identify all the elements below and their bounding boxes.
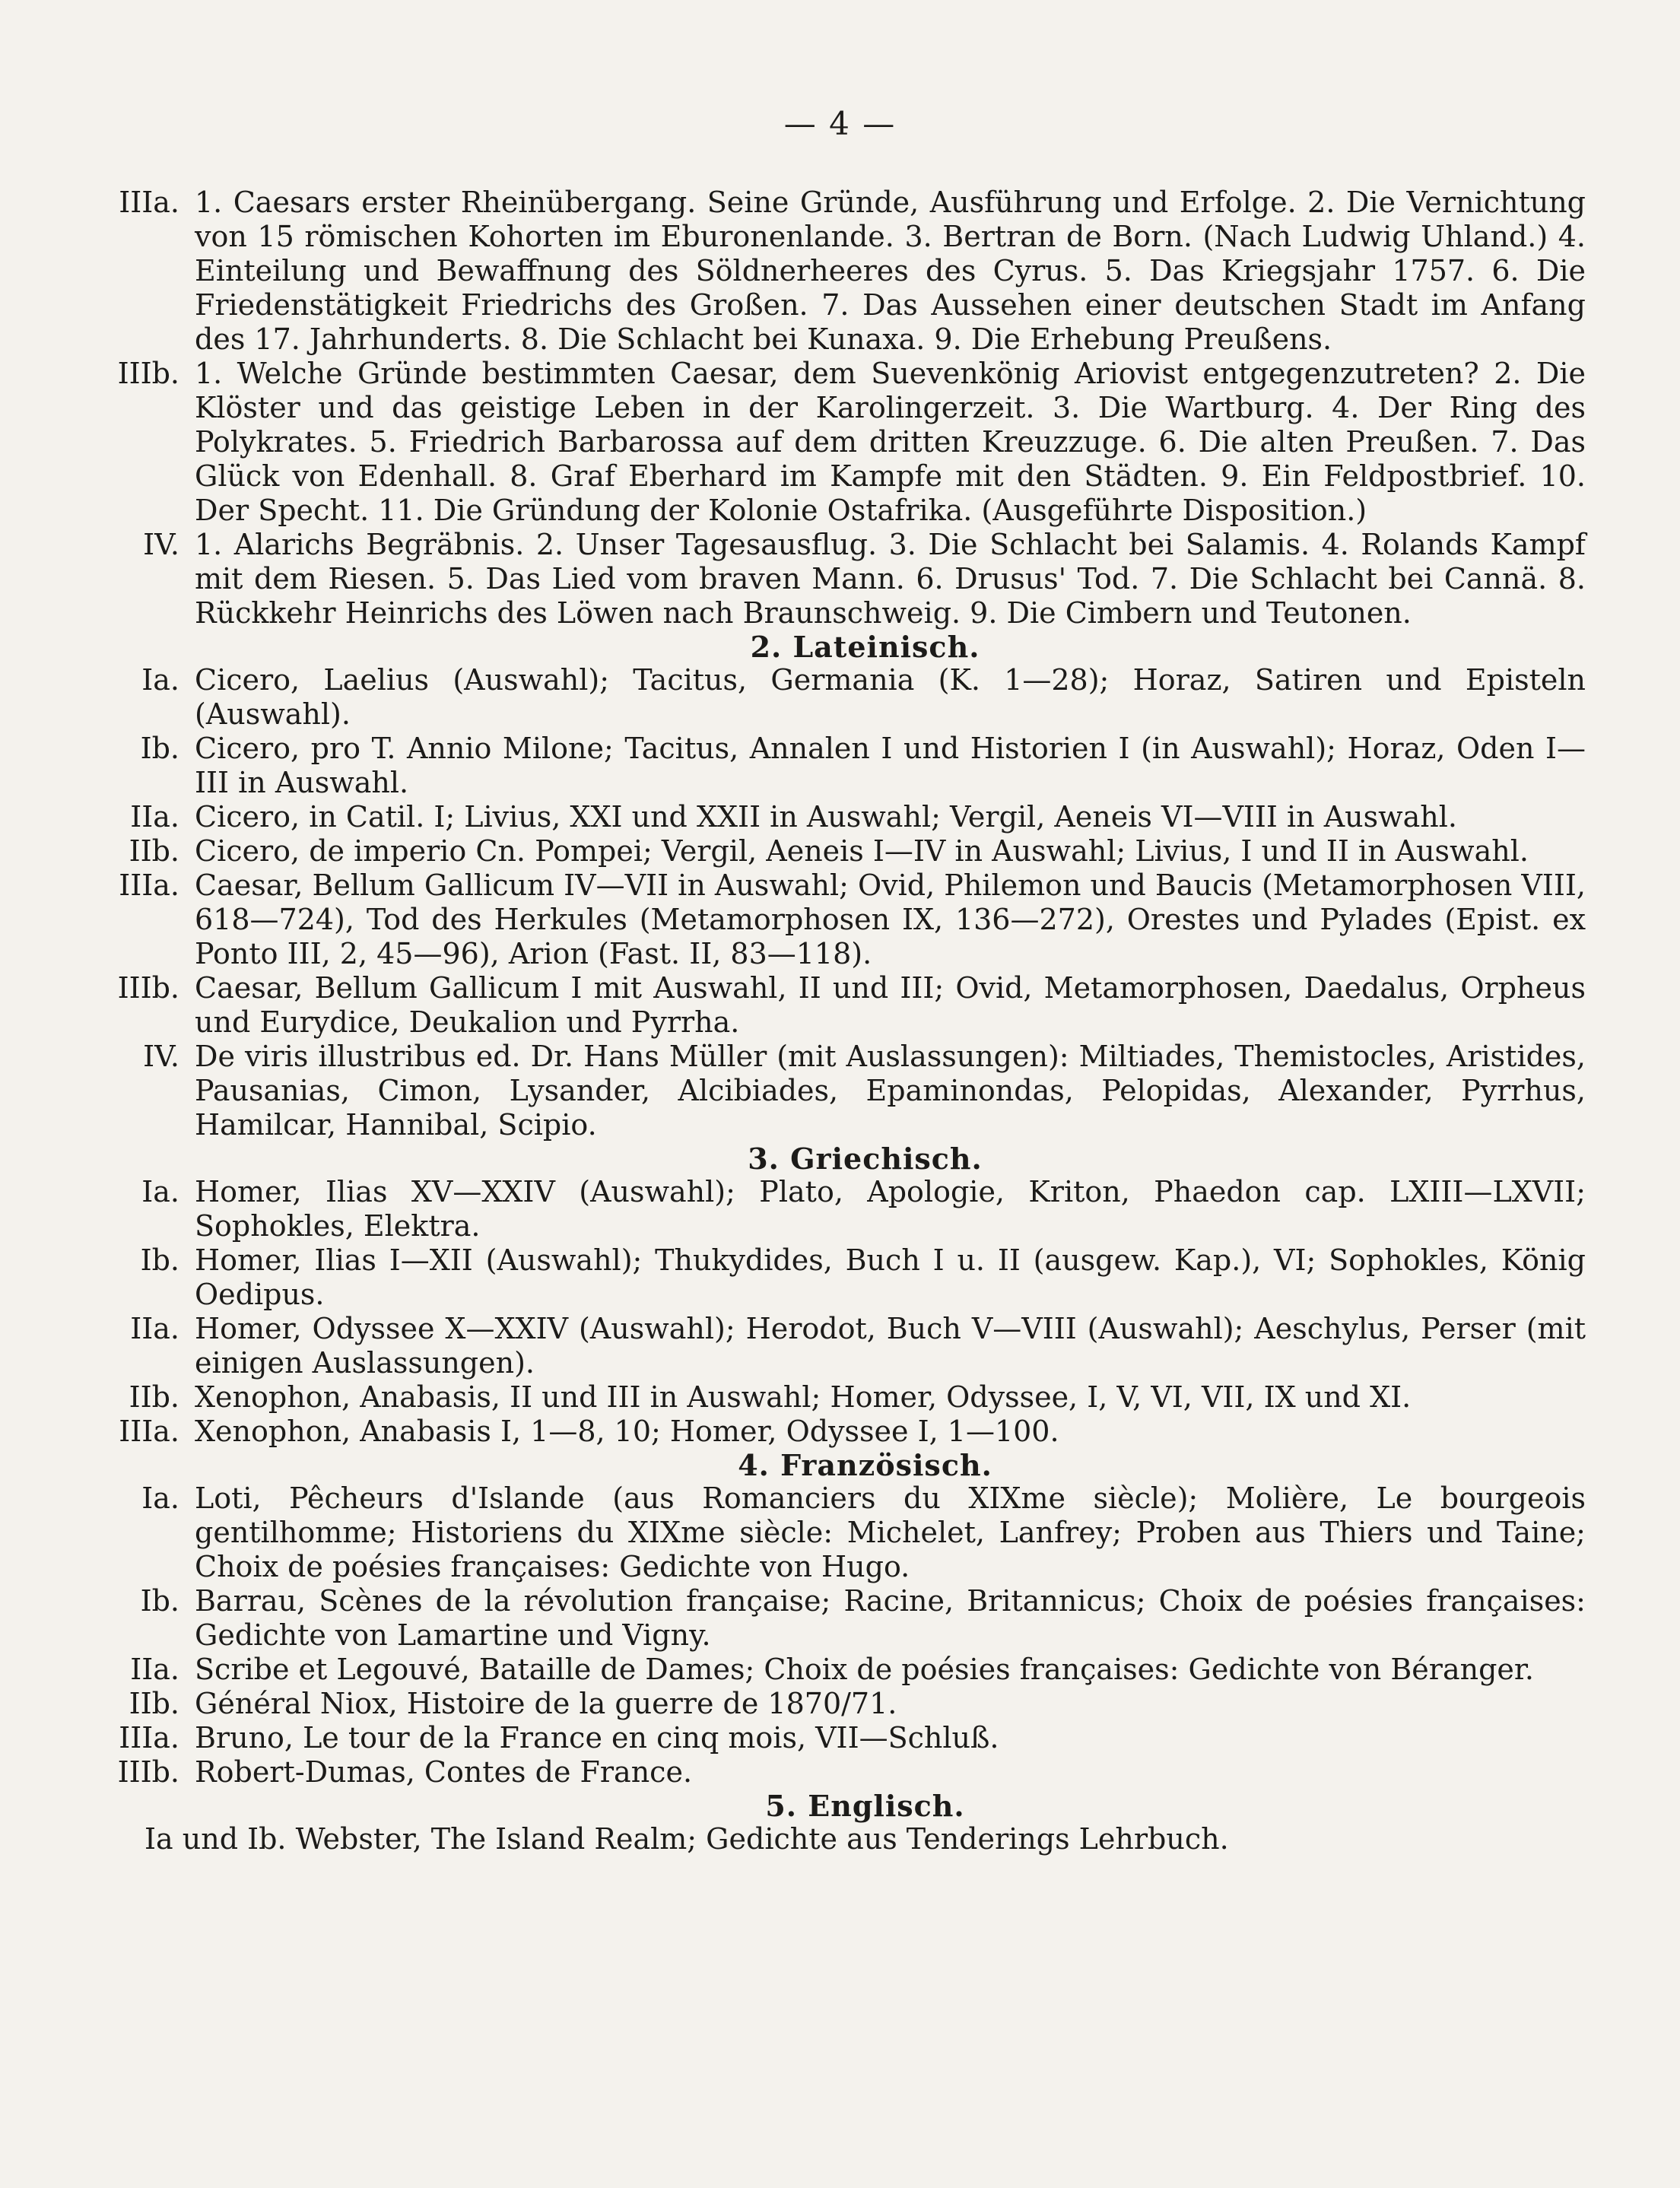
- entry-text: Caesar, Bellum Gallicum I mit Auswahl, II und III; Ovid, Metamorphosen, Daedalus, Orpheus und Eurydice, Deukalion und Pyrrha.: [195, 971, 1586, 1039]
- entry-iib: [129, 834, 1586, 869]
- section-englisch: [144, 1789, 1586, 1856]
- entry-text: 1. Alarichs Begräbnis. 2. Unser Tagesausflug. 3. Die Schlacht bei Salamis. 4. Rolands Kampf mit dem Riesen. 5. Das Lied vom braven Mann. 6. Drusus' Tod. 7. Die Schlacht bei Cannä. 8. Rückkehr Heinrichs des Löwen nach Braunschweig. 9. Die Cimbern und Teutonen.: [195, 528, 1586, 630]
- entry-ib: [140, 1243, 1586, 1312]
- entry-ia-ib: [144, 1822, 1586, 1856]
- entry-text: Homer, Ilias XV—XXIV (Auswahl); Plato, Apologie, Kriton, Phaedon cap. LXIII—LXVII; Sophokles, Elektra.: [195, 1175, 1586, 1243]
- section-deutsch-continuation: [117, 186, 1586, 630]
- entry-text: Robert-Dumas, Contes de France.: [195, 1755, 693, 1789]
- class-label: Ia.: [141, 663, 179, 697]
- entry-text: Cicero, Laelius (Auswahl); Tacitus, Germania (K. 1—28); Horaz, Satiren und Episteln (Auswahl).: [195, 663, 1586, 731]
- section-heading: 5. Englisch.: [765, 1789, 965, 1823]
- entry-text: Barrau, Scènes de la révolution française; Racine, Britannicus; Choix de poésies françaises: Gedichte von Lamartine und Vigny.: [195, 1584, 1586, 1652]
- entry-iia: [130, 800, 1586, 834]
- entry-iiia: [119, 186, 1586, 357]
- class-label: IIa.: [130, 1653, 179, 1686]
- page-number: — 4 —: [783, 105, 897, 142]
- entry-ia: [141, 663, 1586, 732]
- entry-ib: [140, 732, 1586, 800]
- entry-text: Xenophon, Anabasis, II und III in Auswahl; Homer, Odyssee, I, V, VI, VII, IX und XI.: [195, 1380, 1412, 1414]
- entry-iib: [129, 1380, 1586, 1415]
- entry-text: Homer, Odyssee X—XXIV (Auswahl); Herodot, Buch V—VIII (Auswahl); Aeschylus, Perser (mit einigen Auslassungen).: [195, 1312, 1586, 1380]
- entry-text: Cicero, in Catil. I; Livius, XXI und XXII in Auswahl; Vergil, Aeneis VI—VIII in Auswahl.: [195, 800, 1458, 834]
- entry-text: Loti, Pêcheurs d'Islande (aus Romanciers du XIXme siècle); Molière, Le bourgeois gentilhomme; Historiens du XIXme siècle: Michelet, Lanfrey; Proben aus Thiers und Taine; Choix de poésies françaises: Gedichte von Hugo.: [195, 1481, 1586, 1583]
- entry-text: Général Niox, Histoire de la guerre de 1870/71.: [195, 1687, 897, 1720]
- entry-iiib: [117, 357, 1586, 528]
- class-label: Ia und Ib.: [144, 1822, 296, 1856]
- class-label: IIIb.: [117, 1755, 179, 1789]
- entry-iiib: [117, 971, 1586, 1040]
- section-franzoesisch: [117, 1448, 1586, 1789]
- class-label: IV.: [143, 1040, 179, 1073]
- class-label: IIa.: [130, 1312, 179, 1345]
- class-label: IIIa.: [119, 869, 179, 902]
- entry-ib: [140, 1584, 1586, 1653]
- class-label: IIIb.: [117, 971, 179, 1005]
- class-label: IIIa.: [119, 1415, 179, 1448]
- class-label: Ib.: [140, 1584, 179, 1618]
- class-label: Ib.: [140, 732, 179, 765]
- class-label: IIb.: [129, 834, 179, 868]
- entry-iiia: [119, 869, 1586, 971]
- class-label: IV.: [143, 528, 179, 561]
- class-label: IIb.: [129, 1687, 179, 1720]
- document-body: [117, 186, 1586, 1856]
- entry-text: Homer, Ilias I—XII (Auswahl); Thukydides, Buch I u. II (ausgew. Kap.), VI; Sophokles, König Oedipus.: [195, 1243, 1586, 1311]
- entry-ia: [141, 1481, 1586, 1584]
- class-label: IIIa.: [119, 186, 179, 219]
- entry-text: De viris illustribus ed. Dr. Hans Müller (mit Auslassungen): Miltiades, Themistocles, Aristides, Pausanias, Cimon, Lysander, Alcibiades, Epaminondas, Pelopidas, Alexander, Pyrrhus, Hamilcar, Hannibal, Scipio.: [195, 1040, 1586, 1142]
- class-label: IIa.: [130, 800, 179, 834]
- section-lateinisch: [117, 630, 1586, 1142]
- section-heading: 2. Lateinisch.: [750, 630, 980, 664]
- entry-iiia: [119, 1721, 1586, 1755]
- entry-text: 1. Caesars erster Rheinübergang. Seine Gründe, Ausführung und Erfolge. 2. Die Vernichtung von 15 römischen Kohorten im Eburonenlande. 3. Bertran de Born. (Nach Ludwig Uhland.) 4. Einteilung und Bewaffnung des Söldnerheeres des Cyrus. 5. Das Kriegsjahr 1757. 6. Die Friedenstätigkeit Friedrichs des Großen. 7. Das Aussehen einer deutschen Stadt im Anfang des 17. Jahrhunderts. 8. Die Schlacht bei Kunaxa. 9. Die Erhebung Preußens.: [195, 186, 1586, 356]
- class-label: IIb.: [129, 1380, 179, 1414]
- class-label: IIIa.: [119, 1721, 179, 1755]
- entry-iv: [144, 528, 1586, 630]
- class-label: IIIb.: [117, 357, 179, 390]
- section-heading: 3. Griechisch.: [748, 1142, 983, 1176]
- entry-iiia: [119, 1415, 1586, 1449]
- entry-text: Caesar, Bellum Gallicum IV—VII in Auswahl; Ovid, Philemon und Baucis (Metamorphosen VIII, 618—724), Tod des Herkules (Metamorphosen IX, 136—272), Orestes und Pylades (Epist. ex Ponto III, 2, 45—96), Arion (Fast. II, 83—118).: [195, 869, 1586, 970]
- entry-text: Cicero, pro T. Annio Milone; Tacitus, Annalen I und Historien I (in Auswahl); Horaz, Oden I—III in Auswahl.: [195, 732, 1586, 799]
- entry-text: Xenophon, Anabasis I, 1—8, 10; Homer, Odyssee I, 1—100.: [195, 1415, 1059, 1448]
- entry-ia: [141, 1175, 1586, 1243]
- entry-text: 1. Welche Gründe bestimmten Caesar, dem Suevenkönig Ariovist entgegenzutreten? 2. Die Klöster und das geistige Leben in der Karolingerzeit. 3. Die Wartburg. 4. Der Ring des Polykrates. 5. Friedrich Barbarossa auf dem dritten Kreuzzuge. 6. Die alten Preußen. 7. Das Glück von Edenhall. 8. Graf Eberhard im Kampfe mit den Städten. 9. Ein Feldpostbrief. 10. Der Specht. 11. Die Gründung der Kolonie Ostafrika. (Ausgeführte Disposition.): [195, 357, 1586, 527]
- section-griechisch: [119, 1142, 1586, 1449]
- entry-text: Bruno, Le tour de la France en cinq mois, VII—Schluß.: [195, 1721, 999, 1755]
- entry-iia: [130, 1653, 1586, 1687]
- class-label: Ib.: [140, 1243, 179, 1277]
- entry-text: Scribe et Legouvé, Bataille de Dames; Choix de poésies françaises: Gedichte von Béranger.: [195, 1653, 1534, 1686]
- entry-iiib: [117, 1755, 1586, 1789]
- entry-iv: [144, 1040, 1586, 1142]
- class-label: Ia.: [141, 1481, 179, 1515]
- entry-text: Webster, The Island Realm; Gedichte aus Tenderings Lehrbuch.: [295, 1822, 1229, 1856]
- class-label: Ia.: [141, 1175, 179, 1208]
- entry-text: Cicero, de imperio Cn. Pompei; Vergil, Aeneis I—IV in Auswahl; Livius, I und II in Auswahl.: [195, 834, 1529, 868]
- entry-iib: [129, 1687, 1586, 1721]
- entry-iia: [130, 1312, 1586, 1380]
- section-heading: 4. Französisch.: [738, 1448, 992, 1482]
